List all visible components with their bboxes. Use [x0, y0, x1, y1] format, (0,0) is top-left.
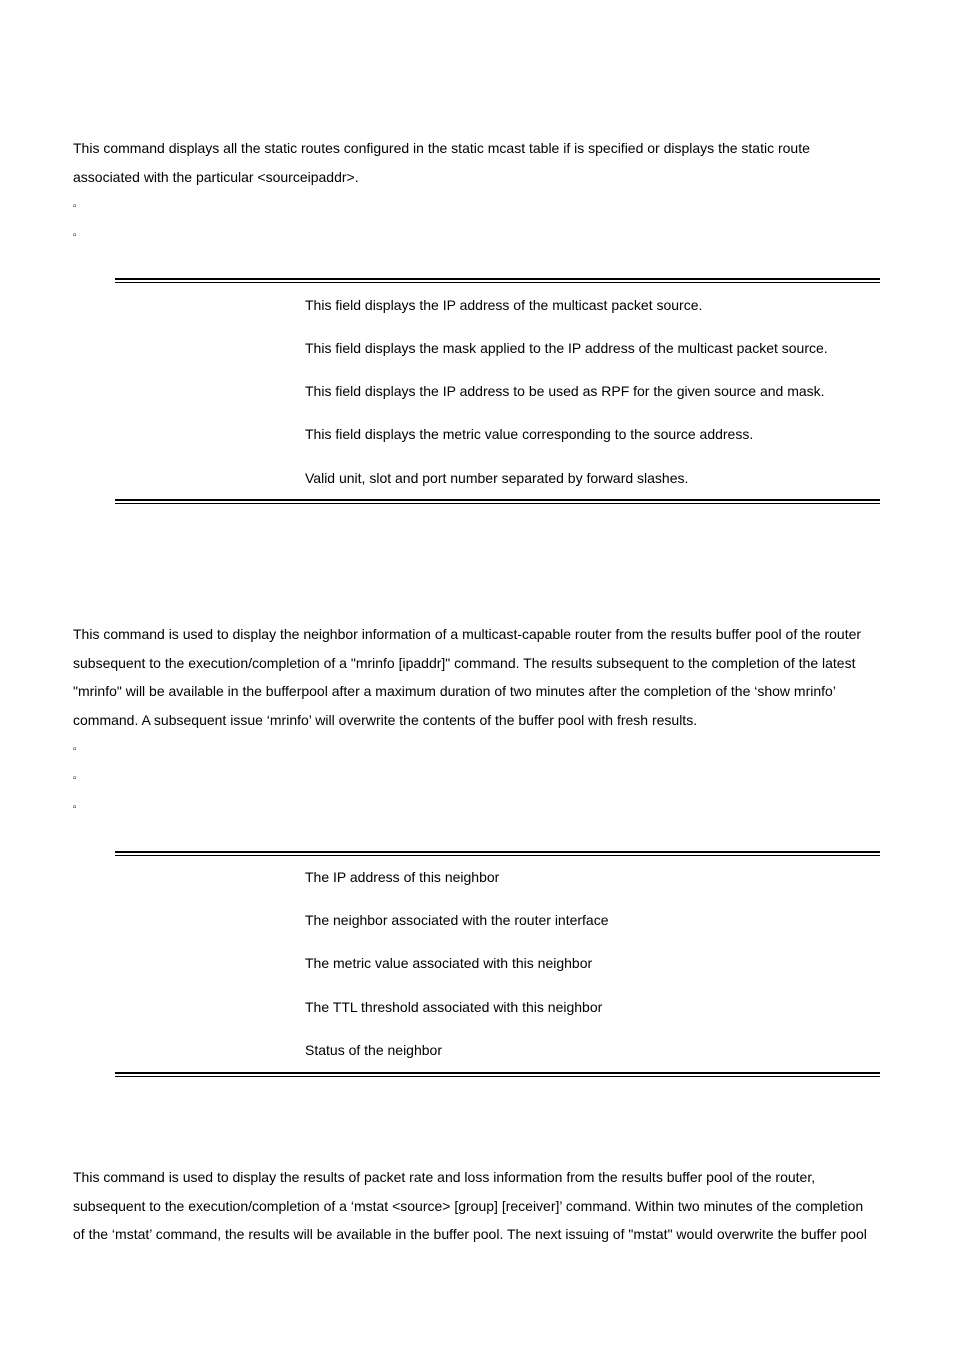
table-bottom-rule — [115, 1072, 880, 1077]
table-row: This field displays the IP address to be used as RPF for the given source and mask. — [305, 383, 825, 399]
bullet-marker: ▫ — [73, 773, 77, 784]
table-row: The TTL threshold associated with this neighbor — [305, 999, 603, 1015]
table-row: The neighbor associated with the router interface — [305, 912, 609, 928]
section2-intro-line: This command is used to display the neighbor information of a multicast-capable router from the results buffer pool of the router — [73, 626, 862, 642]
section2-intro-line: subsequent to the execution/completion of a "mrinfo [ipaddr]" command. The results subsequent to the completion of the latest — [73, 654, 856, 671]
section1-intro-line: associated with the particular <sourceipaddr>. — [73, 168, 359, 185]
table-row: Status of the neighbor — [305, 1042, 442, 1058]
section2-field-table — [115, 851, 880, 1077]
table-row: This field displays the IP address of the multicast packet source. — [305, 297, 703, 313]
bullet-marker: ▫ — [73, 230, 77, 241]
section2-intro-line: command. A subsequent issue ‘mrinfo’ will overwrite the contents of the buffer pool with fresh results. — [73, 712, 698, 729]
bullet-marker: ▫ — [73, 802, 77, 813]
table-top-rule — [115, 851, 880, 856]
table-row: The IP address of this neighbor — [305, 869, 500, 885]
section3-intro-line: subsequent to the execution/completion of a ‘mstat <source> [group] [receiver]’ command. Within two minutes of the completion — [73, 1197, 864, 1214]
section3-intro-line: of the ‘mstat’ command, the results will be available in the buffer pool. The next issuing of "mstat" would overwrite the buffer pool — [73, 1226, 867, 1243]
section3-intro-line: This command is used to display the results of packet rate and loss information from the results buffer pool of the router, — [73, 1169, 816, 1185]
bullet-marker: ▫ — [73, 201, 77, 212]
section1-intro-line: This command displays all the static routes configured in the static mcast table if is specified or displays the static route — [73, 140, 810, 156]
table-row: Valid unit, slot and port number separated by forward slashes. — [305, 470, 689, 486]
section1-intro — [73, 134, 885, 191]
section3-intro — [73, 1163, 885, 1249]
section2-intro — [73, 620, 885, 735]
table-bottom-rule — [115, 499, 880, 504]
bullet-marker: ▫ — [73, 744, 77, 755]
table-row: This field displays the metric value corresponding to the source address. — [305, 426, 754, 442]
section2-intro-line: "mrinfo" will be available in the bufferpool after a maximum duration of two minutes after the completion of the ‘show mrinfo’ — [73, 683, 836, 700]
section1-field-table — [115, 278, 880, 504]
table-row: This field displays the mask applied to the IP address of the multicast packet source. — [305, 340, 828, 356]
table-top-rule — [115, 278, 880, 283]
table-row: The metric value associated with this neighbor — [305, 955, 593, 971]
